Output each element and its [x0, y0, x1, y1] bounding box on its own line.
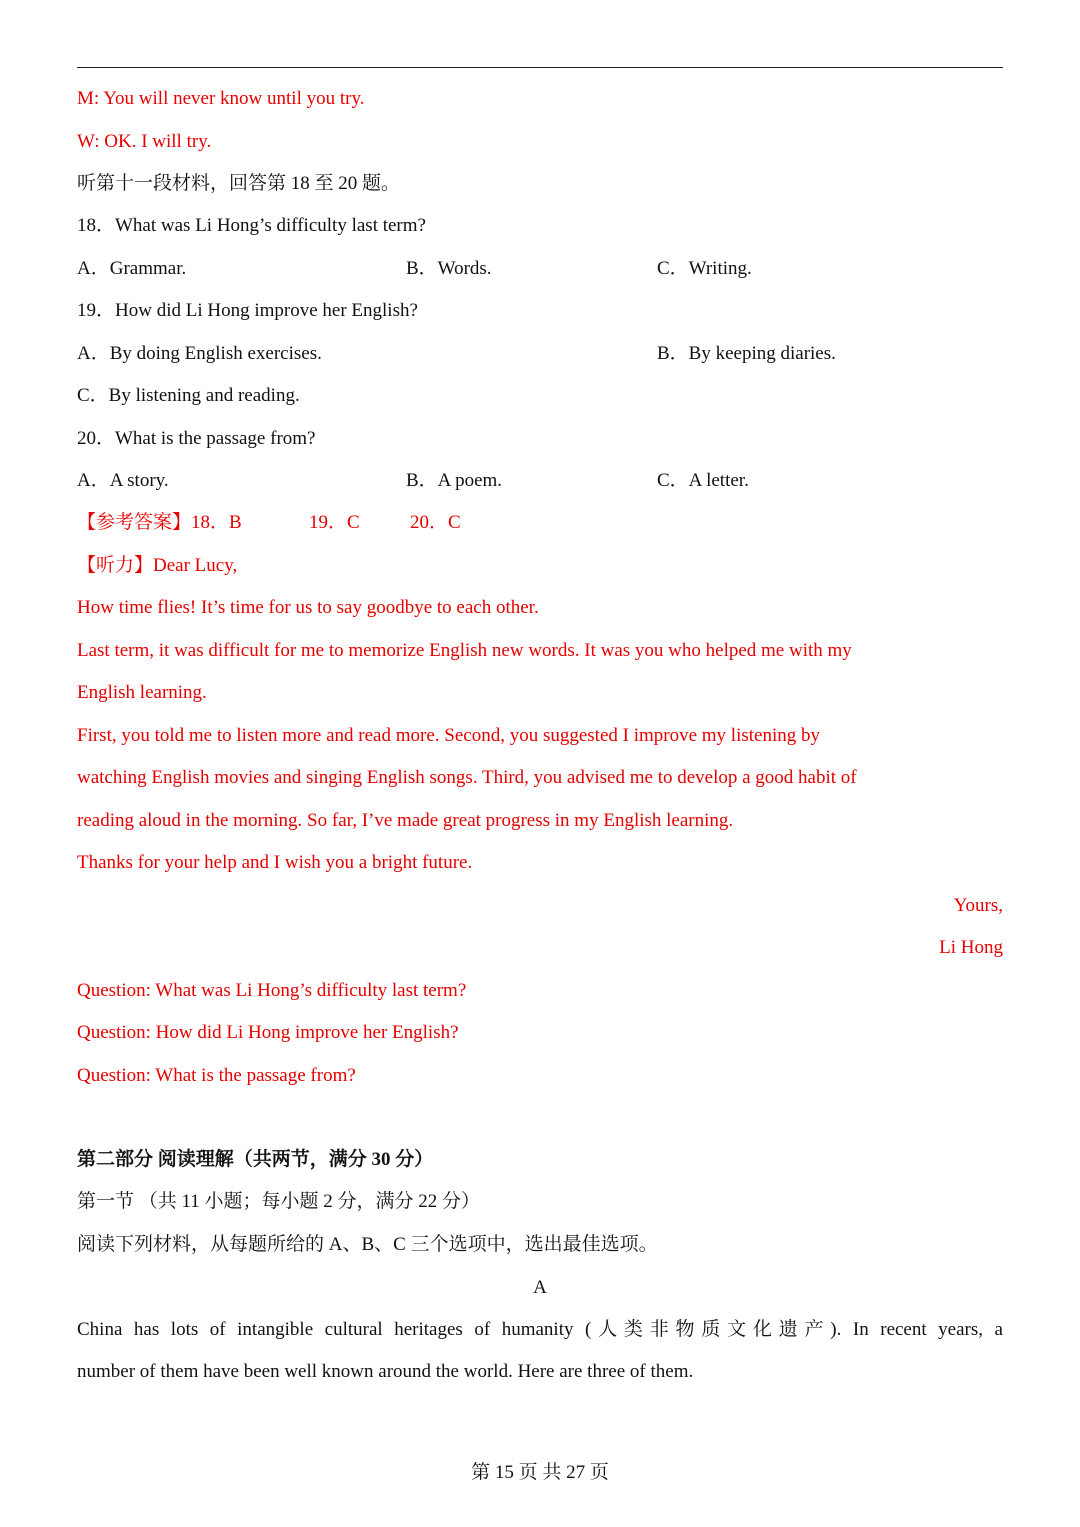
letter-closing: Yours,: [953, 895, 1003, 916]
q18-option-b: B．Words.: [406, 258, 492, 279]
transcript-line: Last term, it was difficult for me to memorize English new words. It was you who helped me with my: [77, 640, 852, 661]
instruction-section-11: 听第十一段材料，回答第 18 至 20 题。: [77, 173, 401, 194]
q20-option-c: C．A letter.: [657, 470, 749, 491]
answer-18: 18．B: [191, 512, 242, 533]
answer-key-label: 【参考答案】: [77, 512, 192, 533]
q18-option-c: C．Writing.: [657, 258, 752, 279]
header-rule: [77, 67, 1003, 68]
q20-option-a: A．A story.: [77, 470, 169, 491]
transcript-line: Thanks for your help and I wish you a bright future.: [77, 852, 473, 873]
question-20-stem: 20．What is the passage from?: [77, 428, 316, 449]
answer-key: [77, 511, 1003, 535]
question-18-stem: 18．What was Li Hong’s difficulty last term?: [77, 215, 426, 236]
passage-label: A: [533, 1277, 547, 1298]
passage-line: number of them have been well known around the world. Here are three of them.: [77, 1361, 694, 1382]
transcript-line: English learning.: [77, 682, 207, 703]
dialogue-w-line: W: OK. I will try.: [77, 131, 212, 152]
transcript-question: Question: How did Li Hong improve her English?: [77, 1022, 459, 1043]
question-18-options: [77, 257, 1003, 281]
page-footer: 第 15 页 共 27 页: [471, 1462, 609, 1483]
q19-option-b: B．By keeping diaries.: [657, 343, 836, 364]
transcript-label: 【听力】: [77, 555, 154, 576]
question-19-stem: 19．How did Li Hong improve her English?: [77, 300, 418, 321]
question-20-options: [77, 469, 1003, 493]
q19-option-c: C．By listening and reading.: [77, 385, 300, 406]
part2-heading: 第二部分 阅读理解（共两节，满分 30 分）: [77, 1149, 434, 1170]
q19-option-a: A．By doing English exercises.: [77, 343, 322, 364]
q20-option-b: B．A poem.: [406, 470, 503, 491]
letter-signature: Li Hong: [939, 937, 1003, 958]
q18-option-a: A．Grammar.: [77, 258, 187, 279]
transcript-line: watching English movies and singing English songs. Third, you advised me to develop a good habit of: [77, 767, 857, 788]
transcript-greeting: [77, 554, 237, 578]
transcript-line: reading aloud in the morning. So far, I’ve made great progress in my English learning.: [77, 810, 734, 831]
greeting-text: Dear Lucy,: [153, 555, 238, 576]
answer-20: 20．C: [410, 512, 461, 533]
question-19-options-row1: [77, 342, 1003, 366]
transcript-line: How time flies! It’s time for us to say goodbye to each other.: [77, 597, 539, 618]
answer-19: 19．C: [309, 512, 360, 533]
dialogue-m-line: M: You will never know until you try.: [77, 88, 365, 109]
transcript-line: First, you told me to listen more and read more. Second, you suggested I improve my listening by: [77, 725, 820, 746]
section1-heading: 第一节 （共 11 小题；每小题 2 分，满分 22 分）: [77, 1191, 481, 1212]
passage-line: China has lots of intangible cultural heritages of humanity (人类非物质文化遗产). In recent years, a: [77, 1319, 1003, 1340]
transcript-question: Question: What was Li Hong’s difficulty last term?: [77, 980, 467, 1001]
transcript-question: Question: What is the passage from?: [77, 1065, 356, 1086]
reading-directions: 阅读下列材料，从每题所给的 A、B、C 三个选项中，选出最佳选项。: [77, 1234, 658, 1255]
